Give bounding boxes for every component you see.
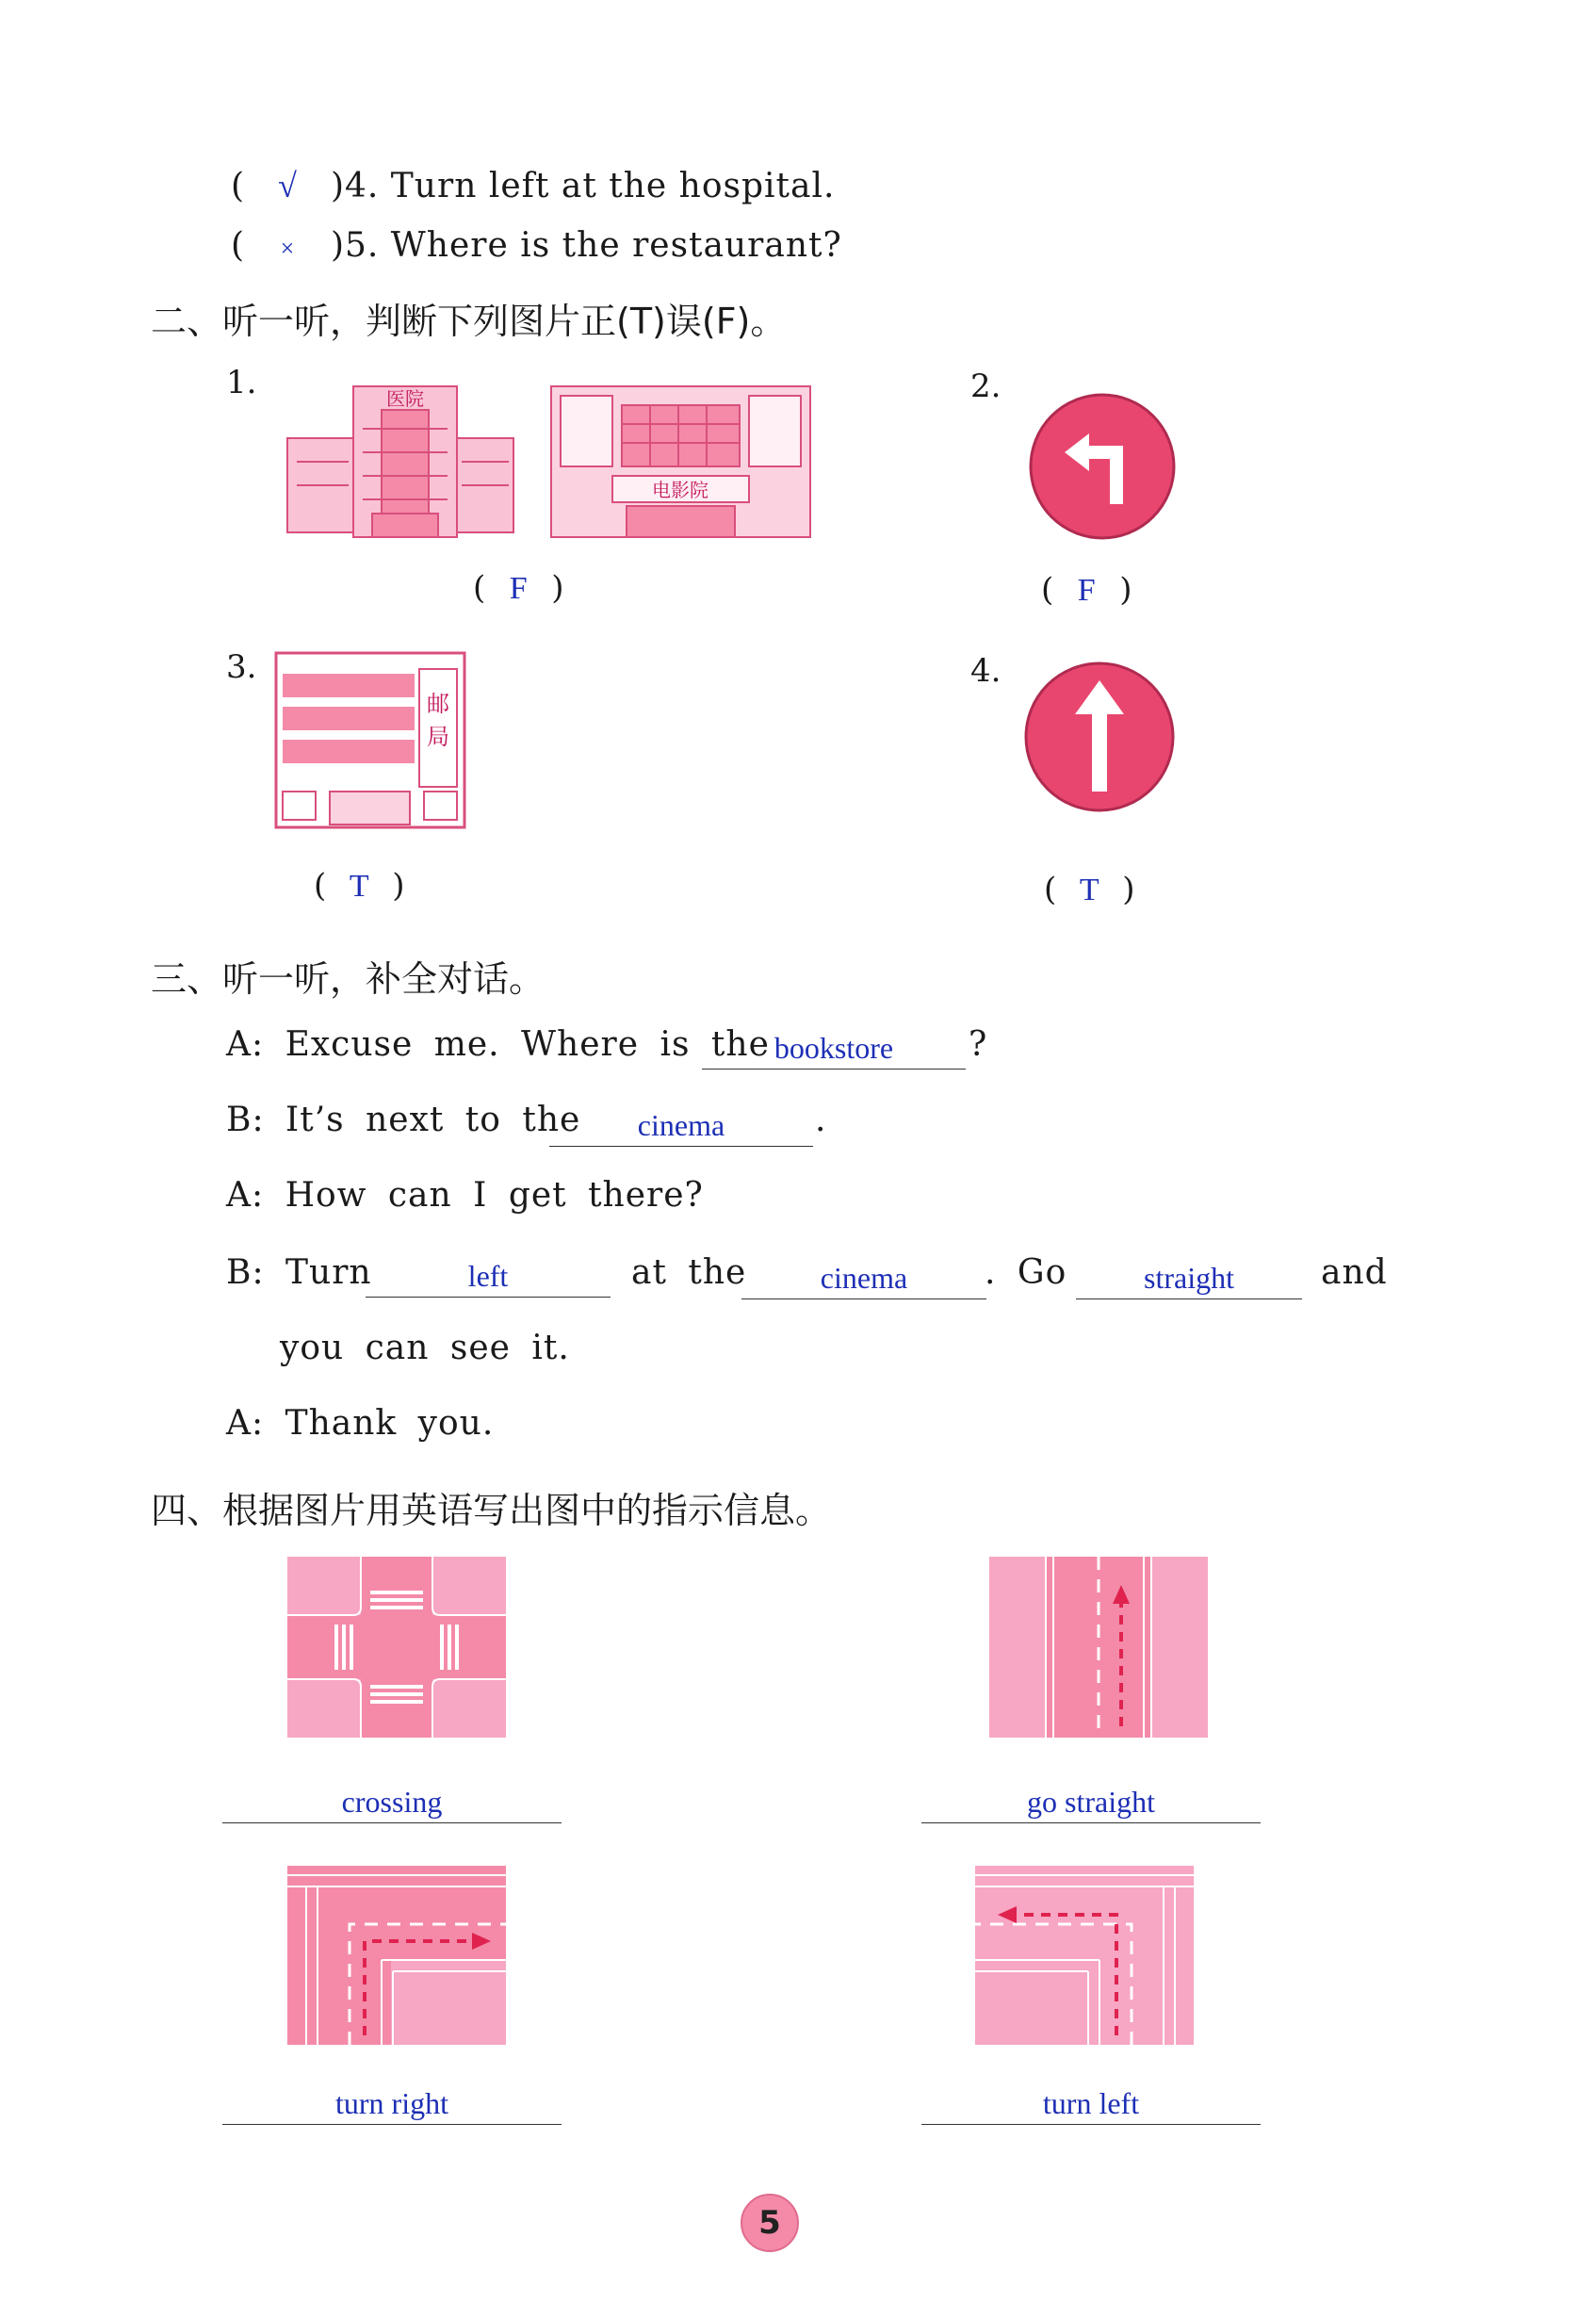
item-5: ( × )5. Where is the restaurant? (231, 226, 842, 265)
s2-item4-num: 4. (970, 652, 1002, 690)
dialog-line-2: B: It’s next to the (226, 1101, 581, 1139)
dialog-line-3: A: How can I get there? (226, 1176, 704, 1215)
answer-go-straight[interactable]: go straight (921, 1781, 1261, 1823)
s2-item3-num: 3. (226, 648, 257, 686)
dialog-line-6: A: Thank you. (226, 1404, 495, 1443)
turn-left-sign-icon (1027, 391, 1178, 542)
page-number: 5 (741, 2194, 799, 2252)
post-label-1: 邮 (427, 691, 449, 717)
dialog-line-5: you can see it. (280, 1329, 570, 1367)
answer-mark-4: √ (278, 167, 298, 204)
answer-mark-5: × (280, 235, 296, 262)
blank-cinema-2[interactable]: cinema (741, 1257, 986, 1299)
blank-left[interactable]: left (366, 1255, 611, 1298)
answer-turn-left[interactable]: turn left (921, 2082, 1261, 2125)
answer-turn-right[interactable]: turn right (222, 2082, 562, 2125)
post-label-2: 局 (427, 724, 449, 750)
turn-left-image (975, 1866, 1194, 2045)
go-straight-image (989, 1557, 1208, 1738)
blank-cinema-1[interactable]: cinema (549, 1104, 813, 1147)
dialog-line-4-start: B: Turn (226, 1253, 372, 1292)
cinema-label: 电影院 (652, 479, 708, 501)
item-4-text: )4. Turn left at the hospital. (330, 167, 836, 205)
blank-bookstore[interactable]: bookstore (702, 1027, 966, 1070)
answer-crossing[interactable]: crossing (222, 1781, 562, 1823)
go-straight-sign-icon (1022, 660, 1178, 815)
section4-title: 四、根据图片用英语写出图中的指示信息。 (151, 1490, 832, 1531)
s2-item3-answer: ( T ) (314, 867, 405, 905)
dialog-line-1: A: Excuse me. Where is the (226, 1025, 770, 1064)
item-4: ( √ )4. Turn left at the hospital. (231, 167, 836, 205)
section2-title: 二、听一听，判断下列图片正(T)误(F)。 (151, 301, 787, 342)
s2-item2-answer: ( F ) (1041, 571, 1132, 609)
section3-title: 三、听一听，补全对话。 (151, 958, 546, 1000)
post-office-image (273, 650, 471, 834)
turn-right-image (287, 1866, 506, 2045)
hospital-cinema-image (278, 382, 815, 547)
s2-item1-num: 1. (226, 364, 257, 401)
s2-item2-num: 2. (970, 367, 1002, 405)
s2-item4-answer: ( T ) (1044, 871, 1135, 908)
crossing-image (287, 1557, 506, 1738)
blank-straight[interactable]: straight (1076, 1257, 1302, 1299)
hospital-label: 医院 (386, 387, 424, 410)
item-5-text: )5. Where is the restaurant? (330, 226, 842, 265)
s2-item1-answer: ( F ) (473, 569, 564, 607)
